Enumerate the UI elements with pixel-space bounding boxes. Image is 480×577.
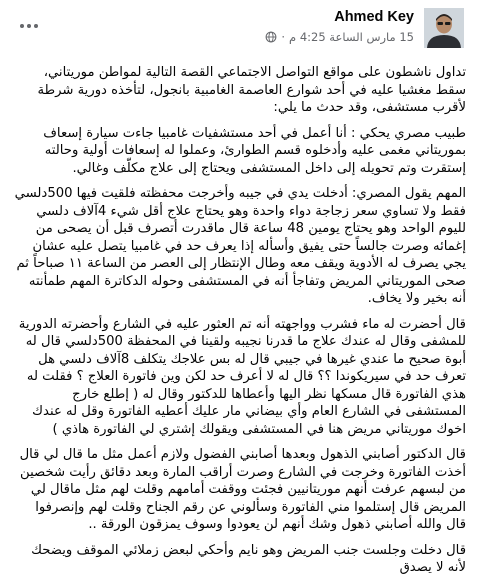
- meta-separator: ·: [281, 30, 286, 44]
- more-options-icon[interactable]: [14, 16, 44, 36]
- post-paragraph: قال دخلت وجلست جنب المريض وهو نايم وأحكي لبعض زملائي الموقف ويضحك لأنه لا يصدق: [31, 542, 466, 575]
- author-name[interactable]: Ahmed Key: [334, 9, 414, 25]
- post-paragraph: قال أحضرت له ماء فشرب وواجهته أنه تم العثور عليه في الشارع وأحضرته الدورية للمشفى وقال له عندك علاج ما قدرنا نجيبه ولقينا في المحفظة 500دلسي قال له أبوة صحيح ما عندي غيرها في جيبي قال له بس علاجك يتكلف 8آلاف دلسي هل تعرف حد في سيريكوندا ؟؟ قال له لا أعرف حد لكن وين فاتورة العلاج ؟ فقلت له هذي الفاتورة قال مسكها نظر اليها وأعطاها للدكتور وقال له ( إطلع خارج المستشفى في الشارع العام وأي بيضاني مار عليك أعطيه الفاتورة وقل له عندك اخوك موريتاني مريض هنا في المستشفى ويقولك إشتري لي الفاتورة هاذي ): [18, 316, 466, 437]
- post-meta: [265, 30, 414, 44]
- dot: [20, 24, 24, 28]
- dot: [27, 24, 31, 28]
- post-body: [12, 64, 466, 575]
- post-header: [0, 0, 480, 62]
- dot: [34, 24, 38, 28]
- post-paragraph: المهم يقول المصري: أدخلت يدي في جيبه وأخرجت محفظته فلقيت فيها 500دلسي فقط ولا تساوي سعر زجاجة دواء واحدة وهو يحتاج علاج أقل شيء 4آلاف دلسي لليوم الواحد وهو يحتاج يومين 48 ساعة قال ماقدرت أتصرف قبل أن يصحى من إغمائه وصرت جالساً حتى يفيق وأسأله إذا يعرف حد في غامبيا يتصل عليه عشان يجي يصرف له الأدوية ويقف معه وطال الإنتظار إلى العصر من الساعة ١١ صباحاً ثم صحى الموريتاني المريض وتفاجأ أنه في المستشفى وحوله الدكاترة المهم طمأنته أنه بخير ولا يخاف.: [14, 186, 466, 306]
- avatar[interactable]: [424, 8, 464, 48]
- avatar-image: [424, 8, 464, 48]
- post-paragraph: تداول ناشطون على مواقع التواصل الاجتماعي القصة التالية لمواطن موريتاني، سقط مغشيا عليه في أحد شوارع العاصمة الغامبية بانجول، لتأخذه دورية شرطة لأقرب مستشفى، وقد حدث ما يلي:: [37, 65, 466, 115]
- globe-icon[interactable]: [265, 31, 277, 43]
- post-paragraph: قال الدكتور أصابني الذهول وبعدها أصابني الفضول ولازم أعمل مثل ما قال لي قال أخذت الفاتورة وخرجت في الشارع وصرت أراقب المارة وبعد دقائق رأيت شخصين من لبسهم عرفت أنهم موريتانيين فجئت ووقفت أمامهم وقلت لهم مثل ماقال لي المريض قال إستلموا مني الفاتورة وسألوني عن رقم الجناح وقلت لهم وإنصرفوا قال والله أصابني ذهول وشك أنهم لن يعودوا وسوف يمزقون الورقة ..: [19, 447, 466, 532]
- post-timestamp[interactable]: 15 مارس الساعة 4:25 م: [289, 30, 414, 44]
- post-paragraph: طبيب مصري يحكي : أنا أعمل في أحد مستشفيات غامبيا جاءت سيارة إسعاف بموريتاني مغمى عليه وأدخلوه قسم الطوارئ، وعملوا له إسعافات أولية وحالته إستقرت وتم تحويله إلى داخل المستشفى ويحتاج إلى علاج مكلّف وغالي.: [43, 125, 466, 176]
